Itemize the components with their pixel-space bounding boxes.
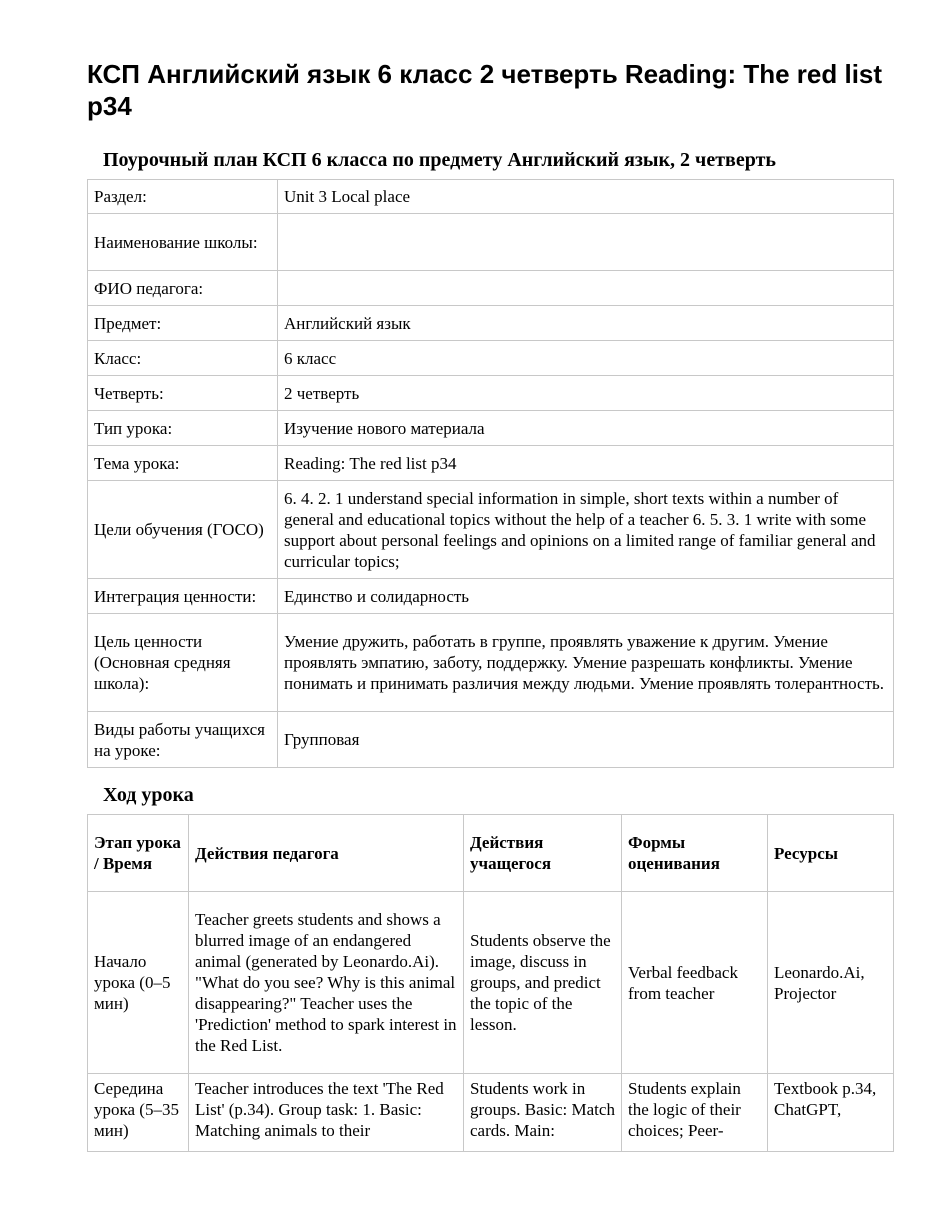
info-label: Класс: (88, 341, 278, 376)
table-header-row (88, 815, 894, 892)
info-value (278, 214, 894, 271)
info-value: Unit 3 Local place (278, 180, 894, 214)
info-value: Изучение нового материала (278, 411, 894, 446)
info-label: Тема урока: (88, 446, 278, 481)
table-row (88, 614, 894, 712)
table-row (88, 271, 894, 306)
table-row (88, 446, 894, 481)
info-label: Тип урока: (88, 411, 278, 446)
info-value: 2 четверть (278, 376, 894, 411)
table-row (88, 306, 894, 341)
assessment-cell: Students explain the logic of their choices; Peer- (622, 1074, 768, 1152)
table-row (88, 376, 894, 411)
resources-cell: Leonardo.Ai, Projector (768, 892, 894, 1074)
plan-heading: Поурочный план КСП 6 класса по предмету Английский язык, 2 четверть (103, 149, 776, 171)
info-value: 6. 4. 2. 1 understand special information in simple, short texts within a number of general and educational topics without the help of a teacher 6. 5. 3. 1 write with some support about personal feelings and opinions on a limited range of familiar general and curricular topics; (278, 481, 894, 579)
info-label: Наименование школы: (88, 214, 278, 271)
info-value: Reading: The red list p34 (278, 446, 894, 481)
info-label: Виды работы учащихся на уроке: (88, 712, 278, 768)
table-row (88, 892, 894, 1074)
info-value: Групповая (278, 712, 894, 768)
table-row (88, 180, 894, 214)
student-actions-cell: Students work in groups. Basic: Match cards. Main: (464, 1074, 622, 1152)
info-label: Цель ценности (Основная средняя школа): (88, 614, 278, 712)
info-label: Интеграция ценности: (88, 579, 278, 614)
table-row (88, 712, 894, 768)
resources-cell: Textbook p.34, ChatGPT, (768, 1074, 894, 1152)
info-label: Цели обучения (ГОСО) (88, 481, 278, 579)
info-label: ФИО педагога: (88, 271, 278, 306)
student-actions-cell: Students observe the image, discuss in groups, and predict the topic of the lesson. (464, 892, 622, 1074)
table-row (88, 579, 894, 614)
column-header-assessment: Формы оценивания (622, 815, 768, 892)
info-label: Раздел: (88, 180, 278, 214)
column-header-resources: Ресурсы (768, 815, 894, 892)
stage-cell: Середина урока (5–35 мин) (88, 1074, 189, 1152)
table-row (88, 1074, 894, 1152)
info-value: 6 класс (278, 341, 894, 376)
lesson-info-table (87, 179, 894, 768)
column-header-student: Действия учащегося (464, 815, 622, 892)
info-value: Единство и солидарность (278, 579, 894, 614)
table-row (88, 481, 894, 579)
teacher-actions-cell: Teacher introduces the text 'The Red List' (p.34). Group task: 1. Basic: Matching animals to their (189, 1074, 464, 1152)
assessment-cell: Verbal feedback from teacher (622, 892, 768, 1074)
info-label: Четверть: (88, 376, 278, 411)
column-header-stage: Этап урока / Время (88, 815, 189, 892)
column-header-teacher: Действия педагога (189, 815, 464, 892)
stage-cell: Начало урока (0–5 мин) (88, 892, 189, 1074)
info-value (278, 271, 894, 306)
lesson-progress-table (87, 814, 894, 1152)
info-value: Английский язык (278, 306, 894, 341)
progress-heading: Ход урока (103, 784, 194, 806)
teacher-actions-cell: Teacher greets students and shows a blurred image of an endangered animal (generated by Leonardo.Ai). "What do you see? Why is this animal disappearing?" Teacher uses the 'Prediction' method to spark interest in the Red List. (189, 892, 464, 1074)
table-row (88, 341, 894, 376)
table-row (88, 411, 894, 446)
table-row (88, 214, 894, 271)
document-title: КСП Английский язык 6 класс 2 четверть Reading: The red list p34 (87, 59, 883, 121)
info-label: Предмет: (88, 306, 278, 341)
info-value: Умение дружить, работать в группе, проявлять уважение к другим. Умение проявлять эмпатию, заботу, поддержку. Умение разрешать конфликты. Умение понимать и принимать различия между людьми. Умение проявлять толерантность. (278, 614, 894, 712)
